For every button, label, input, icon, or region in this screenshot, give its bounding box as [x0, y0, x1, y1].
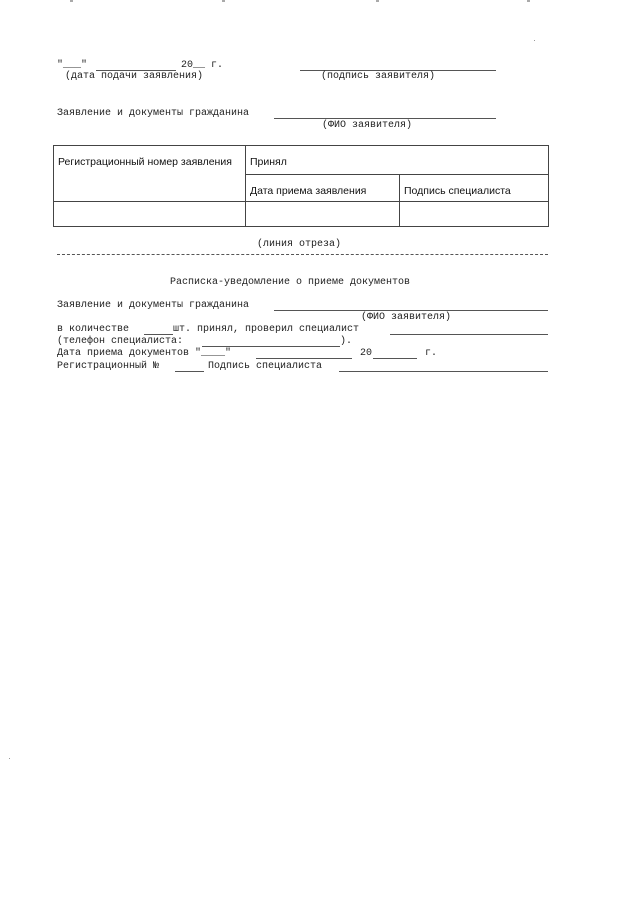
receipt-phone-prefix: (телефон специалиста:: [57, 336, 184, 347]
receipt-date-suffix: г.: [425, 348, 438, 359]
accept-date-value-cell: [246, 202, 400, 227]
receipt-title: Расписка-уведомление о приеме документов: [170, 277, 411, 288]
cut-line-label: (линия отреза): [257, 239, 342, 250]
scan-speck: [534, 40, 535, 41]
receipt-date-year-line: [373, 358, 417, 359]
receipt-date-month-line: [256, 358, 352, 359]
receipt-date-year: 20: [360, 348, 373, 359]
date-caption: (дата подачи заявления): [65, 71, 204, 82]
accept-date-header: Дата приема заявления: [250, 185, 367, 198]
date-quote-field: "___": [57, 60, 88, 71]
accepted-header-cell: [246, 146, 549, 175]
receipt-count-middle: шт. принял, проверил специалист: [173, 324, 360, 335]
date-year: 20__ г.: [181, 60, 224, 71]
receipt-applicant-label: Заявление и документы гражданина: [57, 300, 250, 311]
receipt-phone-line: [202, 346, 340, 347]
cut-line: [57, 254, 548, 255]
reg-number-header: Регистрационный номер заявления: [58, 156, 232, 168]
applicant-label: Заявление и документы гражданина: [57, 108, 250, 119]
reg-number-value-cell: [54, 202, 246, 227]
applicant-fio-line: [274, 118, 496, 119]
registration-table: [53, 145, 549, 227]
receipt-reg-prefix: Регистрационный №: [57, 361, 160, 372]
receipt-reg-number-line: [175, 371, 204, 372]
specialist-signature-value-cell: [400, 202, 549, 227]
receipt-signature-line: [339, 371, 548, 372]
scan-marks: [0, 0, 640, 6]
specialist-signature-header-cell: [400, 175, 549, 202]
receipt-specialist-line: [390, 334, 548, 335]
receipt-count-prefix: в количестве: [57, 324, 130, 335]
reg-number-header-cell: [54, 146, 246, 202]
receipt-fio-caption: (ФИО заявителя): [361, 312, 452, 323]
accept-date-header-cell: [246, 175, 400, 202]
receipt-count-line: [144, 334, 173, 335]
receipt-signature-label: Подпись специалиста: [208, 361, 323, 372]
accepted-header: Принял: [250, 156, 287, 168]
receipt-date-prefix: Дата приема документов "____": [57, 348, 232, 359]
applicant-fio-caption: (ФИО заявителя): [322, 120, 413, 131]
specialist-signature-header: Подпись специалиста: [404, 185, 511, 198]
receipt-phone-suffix: ).: [340, 336, 353, 347]
receipt-fio-line: [274, 310, 548, 311]
scan-speck: [9, 758, 10, 759]
signature-caption: (подпись заявителя): [321, 71, 436, 82]
